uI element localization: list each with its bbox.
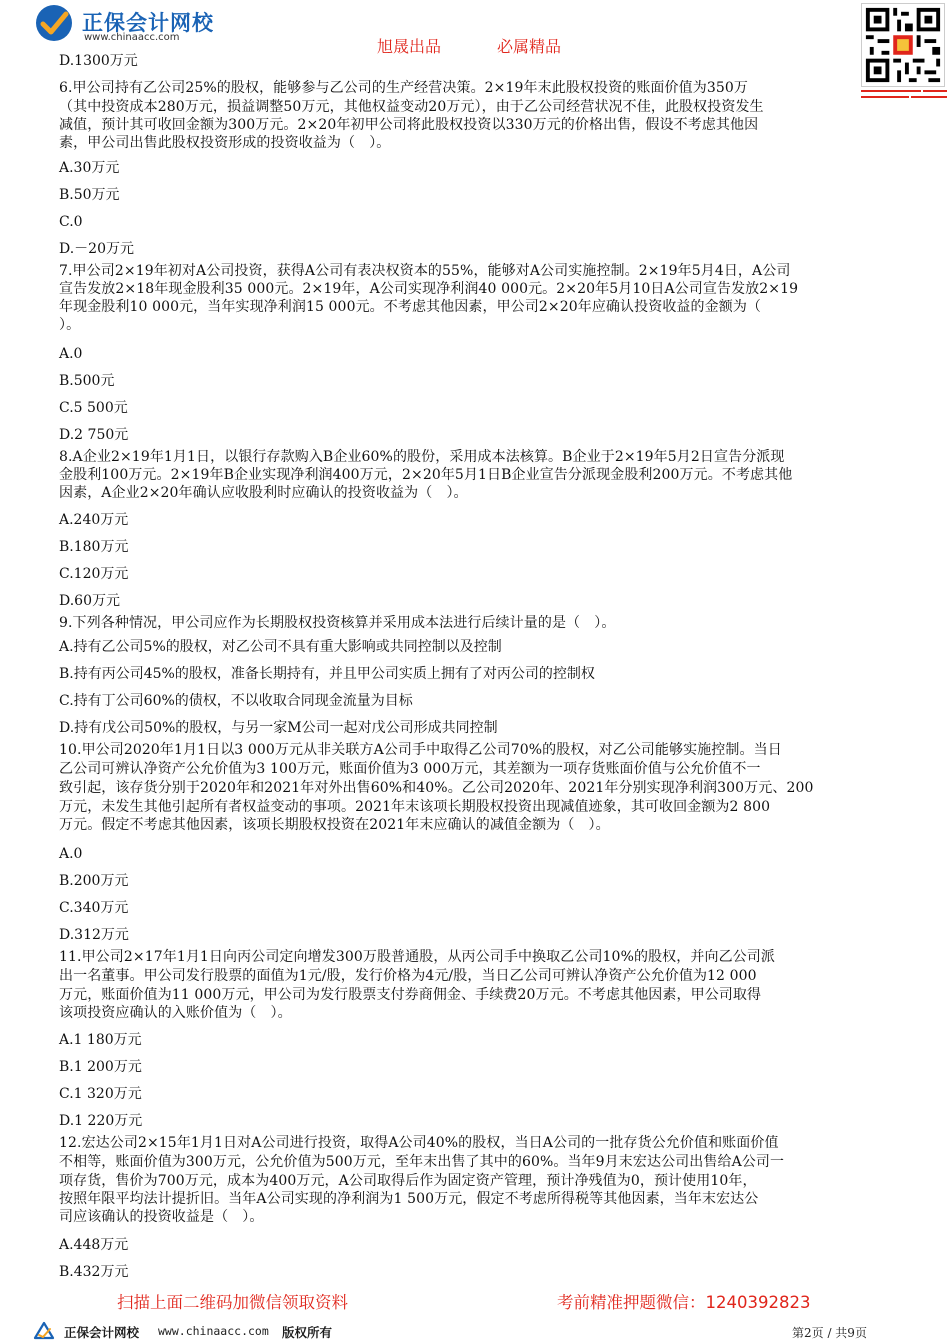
answer-option: A.448万元 — [59, 1237, 129, 1253]
question-text-line: 出一名董事。甲公司发行股票的面值为1元/股，发行价格为4元/股，当日乙公司可辨认净资产公允价值为12 000 — [59, 968, 757, 984]
answer-option: D.1300万元 — [59, 53, 138, 69]
question-text-line: 7.甲公司2×19年初对A公司投资，获得A公司有表决权资本的55%，能够对A公司实施控制。2×19年5月4日，A公司 — [59, 263, 791, 279]
answer-option: D.60万元 — [59, 593, 120, 609]
answer-option: C.340万元 — [59, 900, 129, 916]
answer-option: D.持有戊公司50%的股权，与另一家M公司一起对戊公司形成共同控制 — [59, 720, 498, 736]
answer-option: A.0 — [59, 346, 83, 362]
answer-option: B.180万元 — [59, 539, 129, 555]
page-number: 第2页 / 共9页 — [792, 1326, 867, 1340]
question-text-line: （其中投资成本280万元，损益调整50万元，其他权益变动20万元），由于乙公司经营状况不佳，此股权投资发生 — [59, 99, 764, 115]
question-text-line: 致引起，该存货分别于2020年和2021年对外出售60%和40%。乙公司2020年、2021年分别实现净利润300万元、200 — [59, 780, 814, 796]
question-text-line: 8.A企业2×19年1月1日，以银行存款购入B企业60%的股份，采用成本法核算。B企业于2×19年5月2日宣告分派现 — [59, 449, 785, 465]
answer-option: D.2 750元 — [59, 427, 129, 443]
answer-option: D.－20万元 — [59, 241, 134, 257]
question-text-line: ）。 — [59, 317, 81, 333]
question-text-line: 宣告发放2×18年现金股利35 000元。2×19年，A公司实现净利润40 000元。2×20年5月10日A公司宣告发放2×19 — [59, 281, 799, 297]
question-text-line: 不相等，账面价值为300万元，公允价值为500万元，至年末出售了其中的60%。当年9月末宏达公司出售给A公司一 — [59, 1154, 785, 1170]
question-text-line: 项存货，售价为700万元，成本为400万元，A公司取得后作为固定资产管理，预计净残值为0，预计使用10年， — [59, 1173, 757, 1189]
question-text-line: 10.甲公司2020年1月1日以3 000万元从非关联方A公司手中取得乙公司70%的股权，对乙公司能够实施控制。当日 — [59, 742, 782, 758]
answer-option: B.1 200万元 — [59, 1059, 142, 1075]
answer-option: B.50万元 — [59, 187, 120, 203]
answer-option: B.持有丙公司45%的股权，准备长期持有，并且甲公司实质上拥有了对丙公司的控制权 — [59, 666, 595, 682]
question-text-line: 12.宏达公司2×15年1月1日对A公司进行投资，取得A公司40%的股权，当日A公司的一批存货公允价值和账面价值 — [59, 1135, 779, 1151]
answer-option: C.1 320万元 — [59, 1086, 142, 1102]
question-text-line: 司应该确认的投资收益是（ ）。 — [59, 1209, 264, 1225]
answer-option: A.30万元 — [59, 160, 120, 176]
answer-option: A.0 — [59, 846, 83, 862]
question-text-line: 素，甲公司出售此股权投资形成的投资收益为（ ）。 — [59, 135, 391, 151]
question-text-line: 金股利100万元。2×19年B企业实现净利润400万元，2×20年5月1日B企业宣告分派现金股利200万元。不考虑其他 — [59, 467, 793, 483]
question-text-line: 万元，账面价值为11 000万元，甲公司为发行股票支付券商佣金、手续费20万元。不考虑其他因素，甲公司取得 — [59, 987, 762, 1003]
answer-option: D.1 220万元 — [59, 1113, 143, 1129]
answer-option: C.5 500元 — [59, 400, 128, 416]
footer-url[interactable]: www.chinaacc.com — [158, 1324, 269, 1338]
footer-brand: 正保会计网校 — [64, 1325, 140, 1340]
answer-option: B.432万元 — [59, 1264, 129, 1280]
answer-option: A.持有乙公司5%的股权，对乙公司不具有重大影响或共同控制以及控制 — [59, 639, 502, 655]
page-footer — [0, 1318, 950, 1344]
brand-url: www.chinaacc.com — [84, 32, 180, 43]
answer-option: A.240万元 — [59, 512, 129, 528]
answer-option: A.1 180万元 — [59, 1032, 142, 1048]
question-text-line: 万元，未发生其他引起所有者权益变动的事项。2021年末该项长期股权投资出现减值迹象，其可收回金额为2 800 — [59, 799, 771, 815]
answer-option: C.0 — [59, 214, 83, 230]
question-text-line: 6.甲公司持有乙公司25%的股权，能够参与乙公司的生产经营决策。2×19年末此股权投资的账面价值为350万 — [59, 80, 748, 96]
answer-option: C.持有丁公司60%的债权，不以收取合同现金流量为目标 — [59, 693, 413, 709]
answer-option: D.312万元 — [59, 927, 129, 943]
footer-wechat-contact: 考前精准押题微信：1240392823 — [557, 1293, 811, 1312]
question-text-line: 因素，A企业2×20年确认应收股利时应确认的投资收益为（ ）。 — [59, 485, 468, 501]
question-text-line: 按照年限平均法计提折旧。当年A公司实现的净利润为1 500万元，假定不考虑所得税等其他因素，当年末宏达公 — [59, 1191, 759, 1207]
question-text-line: 乙公司可辨认净资产公允价值为3 100万元，账面价值为3 000万元，其差额为一项存货账面价值与公允价值不一 — [59, 761, 761, 777]
footer-qr-call-to-action: 扫描上面二维码加微信领取资料 — [117, 1293, 348, 1312]
answer-option: B.200万元 — [59, 873, 129, 889]
footer-logo-icon — [33, 1320, 55, 1342]
question-text-line: 该项投资应确认的入账价值为（ ）。 — [59, 1005, 292, 1021]
question-text-line: 11.甲公司2×17年1月1日向丙公司定向增发300万股普通股，从丙公司手中换取乙公司10%的股权，并向乙公司派 — [59, 949, 775, 965]
question-text-line: 减值，预计其可收回金额为300万元。2×20年初甲公司将此股权投资以330万元的价格出售，假设不考虑其他因 — [59, 117, 759, 133]
answer-option: C.120万元 — [59, 566, 129, 582]
header-slogan-right: 必属精品 — [497, 37, 562, 56]
question-text-line: 万元。假定不考虑其他因素，该项长期股权投资在2021年末应确认的减值金额为（ ）。 — [59, 817, 610, 833]
answer-option: B.500元 — [59, 373, 115, 389]
question-text-line: 年现金股利10 000元，当年实现净利润15 000元。不考虑其他因素，甲公司2×20年应确认投资收益的金额为（ — [59, 299, 762, 315]
header-slogan-left: 旭晟出品 — [377, 37, 442, 56]
footer-copyright: 版权所有 — [282, 1325, 333, 1340]
brand-name: 正保会计网校 — [82, 11, 214, 35]
question-text-line: 9.下列各种情况，甲公司应作为长期股权投资核算并采用成本法进行后续计量的是（ ）。 — [59, 615, 616, 631]
